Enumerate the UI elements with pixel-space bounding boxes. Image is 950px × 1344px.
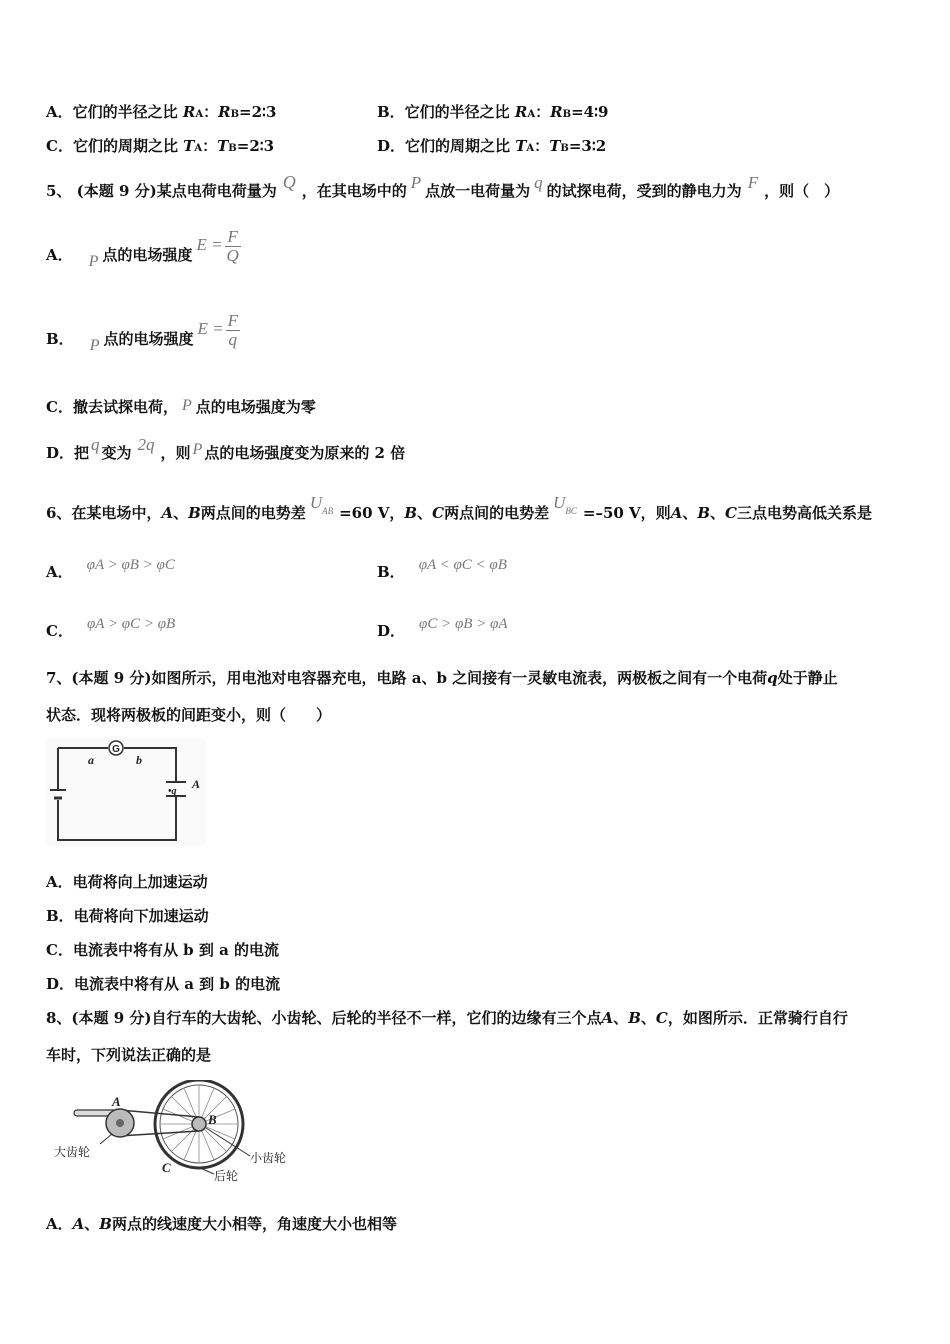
charge-q-label: •q <box>168 786 177 797</box>
figure-background <box>46 738 206 846</box>
point-b-label: b <box>136 753 142 767</box>
q7-option-b: B．电荷将向下加速运动 <box>46 907 209 925</box>
q8-option-a: A．A、B两点的线速度大小相等，角速度大小也相等 <box>46 1215 397 1233</box>
small-gear <box>192 1117 206 1131</box>
q8-stem-line2: 车时，下列说法正确的是 <box>46 1046 212 1064</box>
q7-option-c: C．电流表中将有从 b 到 a 的电流 <box>46 941 280 959</box>
galvanometer-label: G <box>112 744 120 755</box>
q5-a-fraction: $\frac{F}{Q}$ <box>226 226 239 265</box>
capacitor-A-label: A <box>192 777 201 791</box>
q4-option-a: A．它们的半径之比 RA：RB=2∶3 <box>46 103 277 121</box>
q4-option-c: C．它们的周期之比 TA：TB=2∶3 <box>46 137 275 155</box>
q5-b-fraction: $\frac{F}{q}$ <box>227 310 238 349</box>
big-gear-hub <box>116 1119 124 1127</box>
q6-option-c: C． φA > φC > φB <box>46 616 176 640</box>
q5-option-d: D．把 q 变为 2q ，则 P 点的电场强度变为原来的 2 倍 <box>46 435 406 462</box>
q6-option-b: B． φA < φC < φB <box>377 557 507 581</box>
point-B-label: B <box>208 1112 217 1127</box>
q5-stem: 5、 (本题 9 分)某点电荷电荷量为 Q ，在其电场中的 P 点放一电荷量为 q 的试探电荷，受到的静电力为 F ，则（ ） <box>46 172 840 200</box>
small-gear-label: 小齿轮 <box>250 1151 287 1165</box>
q6-option-d: D． φC > φB > φA <box>377 616 508 640</box>
q8-bicycle-figure <box>50 1080 300 1188</box>
q4-option-b: B．它们的半径之比 RA：RB=4∶9 <box>377 103 609 121</box>
q5-option-c: C．撤去试探电荷， P 点的电场强度为零 <box>46 397 316 416</box>
q4-option-a-text: A．它们的半径之比 <box>46 103 183 121</box>
q5-option-b: B． P 点的电场强度E = $\frac{F}{q}$ <box>46 310 238 354</box>
q6-stem: 6、在某电场中，A、B两点间的电势差$U^{AB} =60$ V，B、C两点间的电势差$U^{BC} =-50$ V，则A、B、C三点电势高低关系是 <box>46 493 873 522</box>
point-A-label: A <box>112 1094 121 1109</box>
q7-circuit-figure <box>46 738 206 846</box>
q5-option-a: A． P 点的电场强度E = $\frac{F}{Q}$ <box>46 226 239 270</box>
point-a-label: a <box>88 753 94 767</box>
q8-stem-line1: 8、(本题 9 分)自行车的大齿轮、小齿轮、后轮的半径不一样，它们的边缘有三个点A、B、C，如图所示．正常骑行自行 <box>46 1009 848 1027</box>
rear-wheel-pointer <box>200 1168 214 1174</box>
big-gear-pointer <box>100 1134 112 1144</box>
q4-option-d: D．它们的周期之比 TA：TB=3∶2 <box>377 137 607 155</box>
q7-stem-line2: 状态．现将两极板的间距变小，则（ ） <box>46 706 332 724</box>
q7-option-a: A．电荷将向上加速运动 <box>46 873 208 891</box>
big-gear-label: 大齿轮 <box>54 1145 91 1159</box>
q7-stem-line1: 7、(本题 9 分)如图所示，用电池对电容器充电，电路 a、b 之间接有一灵敏电流表，两极板之间有一个电荷q处于静止 <box>46 669 838 687</box>
q6-option-a: A． φA > φB > φC <box>46 557 175 581</box>
q7-option-d: D．电流表中将有从 a 到 b 的电流 <box>46 975 281 993</box>
point-C-label: C <box>162 1160 171 1175</box>
rear-wheel-label: 后轮 <box>214 1169 239 1183</box>
